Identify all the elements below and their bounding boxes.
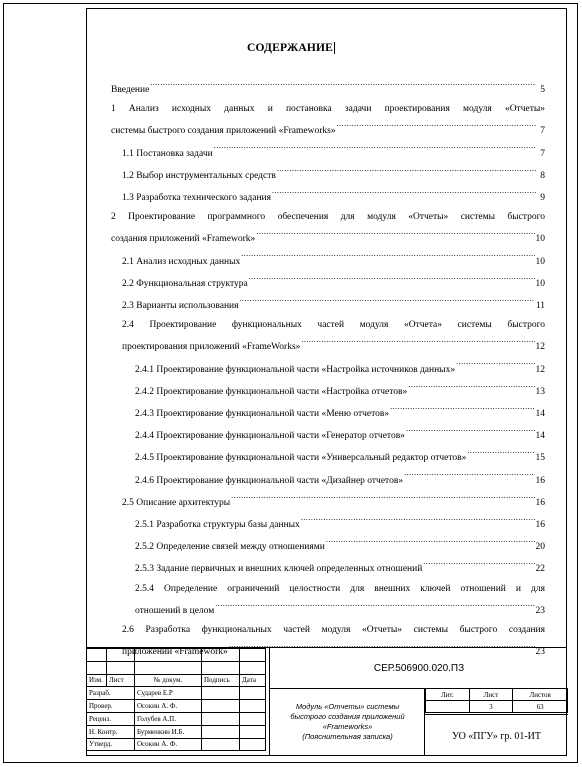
leader-dots xyxy=(467,446,534,460)
toc-page-number: 12 xyxy=(535,364,545,375)
toc-entry: 2.4 Проектирование функциональных частей модуля «Отчета» системы быстрого xyxy=(122,320,545,331)
toc-page-number: 10 xyxy=(535,278,545,289)
document-code: СЕР.506900.020.ПЗ xyxy=(269,648,568,689)
description-line: «Frameworks» xyxy=(322,722,373,731)
toc-page-number: 12 xyxy=(535,342,545,353)
toc-entry xyxy=(111,446,545,468)
toc-page-number: 15 xyxy=(535,453,545,464)
toc-page-number: 10 xyxy=(535,256,545,267)
sheets-label: Листов xyxy=(513,689,568,701)
header-cell: Изм. xyxy=(87,674,107,687)
toc-entry xyxy=(111,513,545,535)
role-label: Н. Контр. xyxy=(87,725,135,738)
leader-dots xyxy=(150,78,536,92)
sheet-value: 3 xyxy=(469,701,513,713)
toc-entry-text: 2.1 Анализ исходных данных xyxy=(122,256,241,267)
toc-page-number: 14 xyxy=(535,431,545,442)
revision-row xyxy=(87,649,266,662)
sheet-info xyxy=(424,688,568,756)
toc-entry-text: 1.1 Постановка задачи xyxy=(122,148,213,159)
header-cell: № докум. xyxy=(135,674,202,687)
toc-entry xyxy=(111,469,545,491)
stamp-header-row xyxy=(87,674,266,687)
role-row xyxy=(87,725,266,738)
toc-entry-text: 2.4.4 Проектирование функциональной части «Генератор отчетов» xyxy=(135,431,405,442)
toc-entry-text: 2.5 Описание архитектуры xyxy=(122,497,231,508)
toc-page-number: 16 xyxy=(535,520,545,531)
toc-entry-text: 2.5.3 Задание первичных и внешних ключей определенных отношений xyxy=(135,564,423,575)
title-text: СОДЕРЖАНИЕ xyxy=(246,42,334,54)
toc-page-number: 16 xyxy=(535,497,545,508)
leader-dots xyxy=(301,513,535,527)
toc-entry xyxy=(111,491,545,513)
toc-entry-text: Введение xyxy=(111,85,150,95)
toc-entry xyxy=(111,250,545,272)
signature-grid xyxy=(86,648,266,751)
role-name: Осокин А. Ф. xyxy=(135,738,202,751)
header-cell: Лист xyxy=(107,674,135,687)
role-row xyxy=(87,738,266,751)
toc-entry-continuation xyxy=(111,227,545,249)
toc-entry xyxy=(111,164,545,186)
toc-entry-text: 2.5.1 Разработка структуры базы данных xyxy=(135,520,300,531)
role-label: Разраб. xyxy=(87,687,135,700)
toc-page-number: 9 xyxy=(540,193,545,204)
role-row xyxy=(87,712,266,725)
leader-dots xyxy=(456,358,534,372)
toc-entry-text: системы быстрого создания приложений «Frameworks» xyxy=(111,126,336,137)
leader-dots xyxy=(214,142,536,156)
toc-entry xyxy=(111,424,545,446)
role-name: Осокин А. Ф. xyxy=(135,700,202,713)
toc-entry-text: 2.2 Функциональная структура xyxy=(122,278,248,289)
role-row xyxy=(87,687,266,700)
leader-dots xyxy=(277,164,536,178)
leader-dots xyxy=(256,227,534,241)
text-cursor xyxy=(334,42,335,54)
toc-entry-text: проектирования приложений «FrameWorks» xyxy=(122,342,301,353)
toc-entry-text: 2.4.3 Проектирование функциональной части «Меню отчетов» xyxy=(135,409,390,420)
toc-entry xyxy=(111,272,545,294)
description-line: быстрого создания приложений xyxy=(290,712,405,721)
toc-entry-text: 2.4.2 Проектирование функциональной части «Настройка отчетов» xyxy=(135,386,408,397)
toc-entry xyxy=(111,402,545,424)
toc-entry-text: 2.4.6 Проектирование функциональной части «Дизайнер отчетов» xyxy=(135,475,404,486)
organization: УО «ПГУ» гр. 01-ИТ xyxy=(425,714,568,757)
toc-entry-text: 2.4.5 Проектирование функциональной части «Универсальный редактор отчетов» xyxy=(135,453,467,464)
toc-entry xyxy=(111,142,545,164)
role-label: Утверд. xyxy=(87,738,135,751)
leader-dots xyxy=(408,380,534,394)
role-label: Провер. xyxy=(87,700,135,713)
toc-entry-text: 2.3 Варианты использования xyxy=(122,301,239,312)
toc-entry-text: 1.3 Разработка технического задания xyxy=(122,193,271,204)
toc-entry xyxy=(111,535,545,557)
sheet-label: Лист xyxy=(469,689,513,701)
lit-label: Лит. xyxy=(426,689,470,701)
toc-page-number: 23 xyxy=(535,647,545,658)
toc-page-number: 10 xyxy=(535,234,545,245)
toc-entry-text: создания приложений «Framework» xyxy=(111,234,256,245)
revision-row xyxy=(87,661,266,674)
sheets-value: 63 xyxy=(513,701,568,713)
toc-entry: 2.5.4 Определение ограничений целостности для внешних ключей отношений и для xyxy=(135,583,545,594)
toc-entry-text: приложений «Framework» xyxy=(122,647,228,658)
description-line: Модуль «Отчеты» системы xyxy=(295,702,400,711)
toc-page-number: 13 xyxy=(535,386,545,397)
document-description xyxy=(269,688,425,756)
toc-entry-text: 2.5.2 Определение связей между отношениями xyxy=(135,542,325,553)
toc-entry xyxy=(111,557,545,579)
header-cell: Подпись xyxy=(202,674,240,687)
toc-entry xyxy=(111,186,545,208)
leader-dots xyxy=(326,535,535,549)
leader-dots xyxy=(240,294,535,308)
leader-dots xyxy=(423,557,534,571)
page-title xyxy=(0,42,582,54)
leader-dots xyxy=(249,272,535,286)
table-of-contents xyxy=(111,78,545,662)
toc-entry xyxy=(111,78,545,100)
leader-dots xyxy=(406,424,535,438)
toc-entry-continuation xyxy=(111,119,545,141)
toc-entry-text: 2.4.1 Проектирование функциональной части «Настройка источников данных» xyxy=(135,364,456,375)
leader-dots xyxy=(404,469,534,483)
toc-entry-continuation xyxy=(111,599,545,621)
toc-page-number: 16 xyxy=(535,475,545,486)
title-block xyxy=(86,647,567,757)
leader-dots xyxy=(231,491,534,505)
header-cell: Дата xyxy=(240,674,266,687)
role-name: Сударев Е.Р xyxy=(135,687,202,700)
leader-dots xyxy=(390,402,534,416)
leader-dots xyxy=(301,335,534,349)
toc-entry xyxy=(111,358,545,380)
toc-page-number: 20 xyxy=(535,542,545,553)
toc-page-number: 7 xyxy=(540,126,545,137)
toc-entry xyxy=(111,380,545,402)
toc-page-number: 23 xyxy=(535,605,545,616)
toc-entry-text: 1.2 Выбор инструментальных средств xyxy=(122,170,276,181)
leader-dots xyxy=(272,186,536,200)
description-line: (Пояснительная записка) xyxy=(302,732,393,741)
toc-entry-continuation xyxy=(111,335,545,357)
toc-entry xyxy=(111,294,545,316)
role-name: Бурменкин И.Б. xyxy=(135,725,202,738)
leader-dots xyxy=(337,119,536,133)
toc-entry: 2.6 Разработка функциональных частей модуля «Отчеты» системы быстрого создания xyxy=(122,625,545,636)
toc-page-number: 5 xyxy=(540,85,545,95)
toc-entry-text: отношений в целом xyxy=(135,605,215,616)
leader-dots xyxy=(215,599,534,613)
toc-page-number: 14 xyxy=(535,409,545,420)
leader-dots xyxy=(241,250,534,264)
toc-entry: 2 Проектирование программного обеспечения для модуля «Отчеты» системы быстрого xyxy=(111,212,545,223)
toc-page-number: 11 xyxy=(535,301,545,312)
toc-page-number: 22 xyxy=(535,564,545,575)
role-name: Голубев А.П. xyxy=(135,712,202,725)
toc-page-number: 8 xyxy=(540,170,545,181)
toc-page-number: 7 xyxy=(540,148,545,159)
role-row xyxy=(87,700,266,713)
toc-entry: 1 Анализ исходных данных и постановка задачи проектирования модуля «Отчеты» xyxy=(111,104,545,115)
role-label: Реценз. xyxy=(87,712,135,725)
lit-value xyxy=(426,701,470,713)
sheet-table xyxy=(425,688,568,713)
